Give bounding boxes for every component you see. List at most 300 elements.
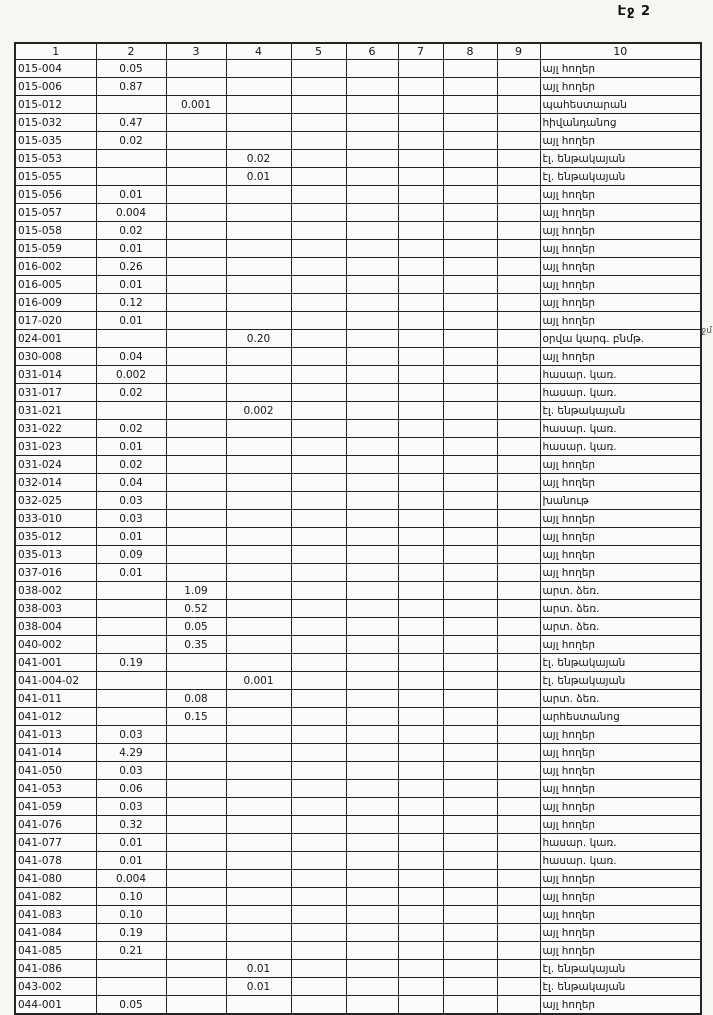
area-value-cell	[166, 780, 226, 798]
area-value-cell	[346, 384, 398, 402]
area-value-cell	[398, 636, 443, 654]
area-value-cell	[166, 924, 226, 942]
area-value-cell	[226, 312, 291, 330]
parcel-code-cell: 041-053	[15, 780, 96, 798]
area-value-cell	[346, 600, 398, 618]
area-value-cell	[443, 240, 497, 258]
area-value-cell	[166, 258, 226, 276]
area-value-cell	[226, 510, 291, 528]
land-use-cell: խանութ	[540, 492, 701, 510]
table-row	[15, 402, 701, 420]
table-row	[15, 348, 701, 366]
land-use-cell: այլ հողեր	[540, 240, 701, 258]
area-value-cell	[226, 456, 291, 474]
area-value-cell	[166, 960, 226, 978]
area-value-cell	[497, 222, 540, 240]
area-value-cell	[96, 600, 166, 618]
parcel-code-cell: 041-050	[15, 762, 96, 780]
land-use-cell: այլ հողեր	[540, 888, 701, 906]
area-value-cell	[226, 582, 291, 600]
area-value-cell	[291, 960, 346, 978]
column-header: 5	[291, 43, 346, 60]
area-value-cell	[346, 474, 398, 492]
area-value-cell	[291, 510, 346, 528]
area-value-cell: 0.02	[96, 456, 166, 474]
area-value-cell	[291, 366, 346, 384]
land-use-cell: էլ. ենթակայան	[540, 402, 701, 420]
area-value-cell	[166, 186, 226, 204]
parcel-code-cell: 015-055	[15, 168, 96, 186]
area-value-cell	[443, 564, 497, 582]
parcel-code-cell: 031-014	[15, 366, 96, 384]
area-value-cell	[497, 690, 540, 708]
area-value-cell	[398, 384, 443, 402]
area-value-cell	[346, 456, 398, 474]
area-value-cell	[166, 870, 226, 888]
area-value-cell	[346, 564, 398, 582]
area-value-cell	[398, 708, 443, 726]
page-number-label: Էջ 2	[617, 4, 651, 19]
area-value-cell	[346, 420, 398, 438]
area-value-cell	[443, 870, 497, 888]
area-value-cell	[291, 492, 346, 510]
area-value-cell	[166, 366, 226, 384]
table-row	[15, 438, 701, 456]
parcel-code-cell: 031-017	[15, 384, 96, 402]
area-value-cell	[443, 60, 497, 78]
area-value-cell: 0.05	[96, 60, 166, 78]
area-value-cell	[398, 618, 443, 636]
area-value-cell	[346, 582, 398, 600]
area-value-cell: 0.35	[166, 636, 226, 654]
area-value-cell	[166, 330, 226, 348]
land-use-cell: այլ հողեր	[540, 474, 701, 492]
area-value-cell	[291, 672, 346, 690]
area-value-cell: 0.01	[226, 168, 291, 186]
area-value-cell	[346, 978, 398, 996]
land-use-cell: պահեստարան	[540, 96, 701, 114]
table-row	[15, 798, 701, 816]
area-value-cell	[398, 978, 443, 996]
area-value-cell	[166, 546, 226, 564]
area-value-cell	[291, 222, 346, 240]
area-value-cell	[226, 870, 291, 888]
area-value-cell	[226, 816, 291, 834]
area-value-cell	[346, 636, 398, 654]
area-value-cell	[346, 942, 398, 960]
area-value-cell	[398, 600, 443, 618]
area-value-cell	[166, 132, 226, 150]
area-value-cell	[497, 474, 540, 492]
area-value-cell: 0.01	[96, 186, 166, 204]
area-value-cell	[166, 78, 226, 96]
area-value-cell	[291, 744, 346, 762]
land-use-cell: հասար. կառ.	[540, 366, 701, 384]
area-value-cell	[226, 906, 291, 924]
land-use-cell: էլ. ենթակայան	[540, 672, 701, 690]
land-use-cell: այլ հողեր	[540, 294, 701, 312]
parcel-code-cell: 041-083	[15, 906, 96, 924]
area-value-cell	[497, 744, 540, 762]
area-value-cell	[226, 294, 291, 312]
area-value-cell	[497, 492, 540, 510]
area-value-cell	[291, 240, 346, 258]
area-value-cell	[346, 150, 398, 168]
area-value-cell: 0.08	[166, 690, 226, 708]
area-value-cell	[226, 420, 291, 438]
parcel-code-cell: 016-002	[15, 258, 96, 276]
area-value-cell	[443, 618, 497, 636]
area-value-cell	[166, 114, 226, 132]
area-value-cell	[497, 204, 540, 222]
area-value-cell: 0.03	[96, 726, 166, 744]
area-value-cell: 0.20	[226, 330, 291, 348]
area-value-cell: 0.09	[96, 546, 166, 564]
area-value-cell	[291, 258, 346, 276]
area-value-cell	[346, 726, 398, 744]
area-value-cell	[497, 186, 540, 204]
area-value-cell	[291, 168, 346, 186]
area-value-cell	[497, 726, 540, 744]
area-value-cell: 0.04	[96, 348, 166, 366]
area-value-cell	[346, 510, 398, 528]
area-value-cell	[398, 726, 443, 744]
area-value-cell	[443, 672, 497, 690]
area-value-cell	[346, 258, 398, 276]
area-value-cell	[226, 654, 291, 672]
area-value-cell	[443, 978, 497, 996]
area-value-cell	[398, 510, 443, 528]
area-value-cell	[166, 168, 226, 186]
area-value-cell: 0.01	[96, 438, 166, 456]
area-value-cell	[291, 852, 346, 870]
table-row	[15, 654, 701, 672]
area-value-cell	[398, 780, 443, 798]
area-value-cell	[497, 294, 540, 312]
area-value-cell	[443, 186, 497, 204]
area-value-cell	[443, 366, 497, 384]
area-value-cell	[346, 168, 398, 186]
parcel-code-cell: 041-013	[15, 726, 96, 744]
land-use-cell: էլ. ենթակայան	[540, 960, 701, 978]
table-row	[15, 690, 701, 708]
area-value-cell: 0.001	[226, 672, 291, 690]
area-value-cell	[346, 780, 398, 798]
area-value-cell	[96, 636, 166, 654]
area-value-cell	[166, 150, 226, 168]
area-value-cell	[398, 114, 443, 132]
area-value-cell	[166, 402, 226, 420]
area-value-cell	[226, 366, 291, 384]
area-value-cell	[346, 690, 398, 708]
area-value-cell	[226, 384, 291, 402]
area-value-cell	[346, 762, 398, 780]
parcel-code-cell: 043-002	[15, 978, 96, 996]
table-row	[15, 780, 701, 798]
area-value-cell	[398, 330, 443, 348]
parcel-code-cell: 040-002	[15, 636, 96, 654]
area-value-cell	[96, 150, 166, 168]
area-value-cell	[398, 582, 443, 600]
table-row	[15, 294, 701, 312]
area-value-cell	[96, 672, 166, 690]
parcel-code-cell: 033-010	[15, 510, 96, 528]
area-value-cell: 0.03	[96, 492, 166, 510]
area-value-cell: 0.03	[96, 762, 166, 780]
table-row	[15, 870, 701, 888]
area-value-cell	[497, 816, 540, 834]
area-value-cell	[346, 132, 398, 150]
table-row	[15, 222, 701, 240]
area-value-cell	[398, 528, 443, 546]
area-value-cell	[226, 528, 291, 546]
area-value-cell	[346, 708, 398, 726]
area-value-cell	[497, 60, 540, 78]
area-value-cell	[443, 510, 497, 528]
land-use-cell: այլ հողեր	[540, 546, 701, 564]
area-value-cell	[291, 528, 346, 546]
area-value-cell	[443, 852, 497, 870]
parcel-code-cell: 031-022	[15, 420, 96, 438]
land-use-cell: այլ հողեր	[540, 204, 701, 222]
parcel-code-cell: 015-032	[15, 114, 96, 132]
area-value-cell	[497, 366, 540, 384]
area-value-cell	[398, 744, 443, 762]
table-header	[15, 43, 701, 60]
parcel-code-cell: 015-057	[15, 204, 96, 222]
area-value-cell	[291, 474, 346, 492]
table-row	[15, 672, 701, 690]
land-use-cell: այլ հողեր	[540, 924, 701, 942]
area-value-cell	[346, 186, 398, 204]
area-value-cell	[166, 996, 226, 1015]
area-value-cell: 4.29	[96, 744, 166, 762]
land-use-cell: այլ հողեր	[540, 636, 701, 654]
area-value-cell	[497, 654, 540, 672]
area-value-cell	[166, 672, 226, 690]
area-value-cell	[226, 96, 291, 114]
land-use-cell: էլ. ենթակայան	[540, 978, 701, 996]
area-value-cell	[346, 816, 398, 834]
parcel-code-cell: 044-001	[15, 996, 96, 1015]
area-value-cell	[291, 60, 346, 78]
area-value-cell: 0.01	[96, 834, 166, 852]
area-value-cell	[497, 582, 540, 600]
area-value-cell	[166, 816, 226, 834]
area-value-cell	[291, 564, 346, 582]
parcel-code-cell: 032-025	[15, 492, 96, 510]
parcel-code-cell: 041-080	[15, 870, 96, 888]
area-value-cell	[443, 312, 497, 330]
area-value-cell	[96, 582, 166, 600]
area-value-cell	[346, 960, 398, 978]
area-value-cell	[443, 636, 497, 654]
area-value-cell	[291, 546, 346, 564]
area-value-cell	[443, 834, 497, 852]
table-row	[15, 366, 701, 384]
area-value-cell	[398, 366, 443, 384]
land-use-cell: հիվանդանոց	[540, 114, 701, 132]
area-value-cell	[346, 402, 398, 420]
area-value-cell	[226, 132, 291, 150]
area-value-cell	[96, 618, 166, 636]
area-value-cell	[497, 132, 540, 150]
table-body	[15, 60, 701, 1015]
area-value-cell	[226, 726, 291, 744]
area-value-cell	[291, 294, 346, 312]
area-value-cell	[497, 78, 540, 96]
parcel-code-cell: 041-004-02	[15, 672, 96, 690]
area-value-cell: 0.52	[166, 600, 226, 618]
area-value-cell	[291, 96, 346, 114]
area-value-cell	[398, 834, 443, 852]
area-value-cell	[291, 330, 346, 348]
area-value-cell	[497, 312, 540, 330]
column-header: 2	[96, 43, 166, 60]
parcel-code-cell: 038-004	[15, 618, 96, 636]
area-value-cell	[443, 546, 497, 564]
area-value-cell: 0.05	[96, 996, 166, 1015]
area-value-cell	[291, 690, 346, 708]
area-value-cell	[346, 672, 398, 690]
area-value-cell	[398, 150, 443, 168]
area-value-cell	[398, 78, 443, 96]
area-value-cell	[346, 96, 398, 114]
area-value-cell	[346, 78, 398, 96]
table-row	[15, 474, 701, 492]
area-value-cell	[226, 798, 291, 816]
area-value-cell	[226, 780, 291, 798]
table-row	[15, 276, 701, 294]
land-use-cell: այլ հողեր	[540, 132, 701, 150]
land-use-cell: այլ հողեր	[540, 906, 701, 924]
table-row	[15, 240, 701, 258]
area-value-cell	[443, 258, 497, 276]
area-value-cell	[497, 114, 540, 132]
table-row	[15, 816, 701, 834]
parcel-code-cell: 031-021	[15, 402, 96, 420]
land-use-cell: այլ հողեր	[540, 78, 701, 96]
area-value-cell	[497, 240, 540, 258]
area-value-cell	[443, 438, 497, 456]
area-value-cell	[398, 564, 443, 582]
area-value-cell	[398, 312, 443, 330]
parcel-code-cell: 035-013	[15, 546, 96, 564]
area-value-cell	[497, 618, 540, 636]
area-value-cell: 0.02	[96, 222, 166, 240]
area-value-cell: 0.21	[96, 942, 166, 960]
area-value-cell	[166, 510, 226, 528]
area-value-cell	[443, 582, 497, 600]
area-value-cell	[226, 474, 291, 492]
parcel-code-cell: 031-023	[15, 438, 96, 456]
area-value-cell	[346, 852, 398, 870]
parcel-code-cell: 041-077	[15, 834, 96, 852]
area-value-cell	[291, 276, 346, 294]
parcel-code-cell: 015-053	[15, 150, 96, 168]
area-value-cell	[398, 222, 443, 240]
area-value-cell	[497, 150, 540, 168]
area-value-cell	[443, 924, 497, 942]
area-value-cell	[291, 636, 346, 654]
area-value-cell	[497, 708, 540, 726]
table-row	[15, 420, 701, 438]
area-value-cell	[291, 996, 346, 1015]
parcel-code-cell: 032-014	[15, 474, 96, 492]
land-use-cell: արտ. ձեռ.	[540, 600, 701, 618]
parcel-code-cell: 041-082	[15, 888, 96, 906]
area-value-cell	[291, 438, 346, 456]
land-use-cell: արտ. ձեռ.	[540, 618, 701, 636]
column-header: 10	[540, 43, 701, 60]
area-value-cell	[398, 996, 443, 1015]
area-value-cell	[443, 942, 497, 960]
area-value-cell: 0.10	[96, 888, 166, 906]
parcel-code-cell: 041-059	[15, 798, 96, 816]
area-value-cell	[166, 204, 226, 222]
area-value-cell	[398, 132, 443, 150]
area-value-cell	[346, 618, 398, 636]
area-value-cell: 0.26	[96, 258, 166, 276]
area-value-cell	[497, 510, 540, 528]
area-value-cell	[443, 168, 497, 186]
area-value-cell	[346, 834, 398, 852]
parcel-code-cell: 017-020	[15, 312, 96, 330]
area-value-cell	[166, 222, 226, 240]
area-value-cell	[96, 96, 166, 114]
column-header: 4	[226, 43, 291, 60]
area-value-cell	[291, 456, 346, 474]
parcel-code-cell: 016-009	[15, 294, 96, 312]
area-value-cell	[226, 834, 291, 852]
land-use-cell: այլ հողեր	[540, 798, 701, 816]
column-header: 8	[443, 43, 497, 60]
area-value-cell	[398, 816, 443, 834]
area-value-cell	[497, 600, 540, 618]
area-value-cell	[226, 186, 291, 204]
column-header: 3	[166, 43, 226, 60]
parcel-code-cell: 041-085	[15, 942, 96, 960]
table-row	[15, 312, 701, 330]
area-value-cell	[443, 384, 497, 402]
area-value-cell	[166, 654, 226, 672]
land-use-cell: այլ հողեր	[540, 996, 701, 1015]
area-value-cell	[346, 348, 398, 366]
land-use-cell: հասար. կառ.	[540, 834, 701, 852]
land-use-cell: էլ. ենթակայան	[540, 654, 701, 672]
parcel-code-cell: 015-006	[15, 78, 96, 96]
area-value-cell	[497, 276, 540, 294]
area-value-cell	[291, 420, 346, 438]
area-value-cell	[346, 906, 398, 924]
area-value-cell	[398, 942, 443, 960]
area-value-cell: 0.02	[96, 132, 166, 150]
area-value-cell	[291, 78, 346, 96]
land-use-cell: արտ. ձեռ.	[540, 690, 701, 708]
area-value-cell	[226, 852, 291, 870]
area-value-cell	[497, 402, 540, 420]
area-value-cell	[346, 798, 398, 816]
area-value-cell	[443, 402, 497, 420]
area-value-cell	[497, 942, 540, 960]
area-value-cell	[497, 528, 540, 546]
area-value-cell	[346, 294, 398, 312]
land-use-cell: այլ հողեր	[540, 276, 701, 294]
area-value-cell	[443, 708, 497, 726]
area-value-cell	[398, 276, 443, 294]
area-value-cell	[398, 60, 443, 78]
area-value-cell: 0.06	[96, 780, 166, 798]
